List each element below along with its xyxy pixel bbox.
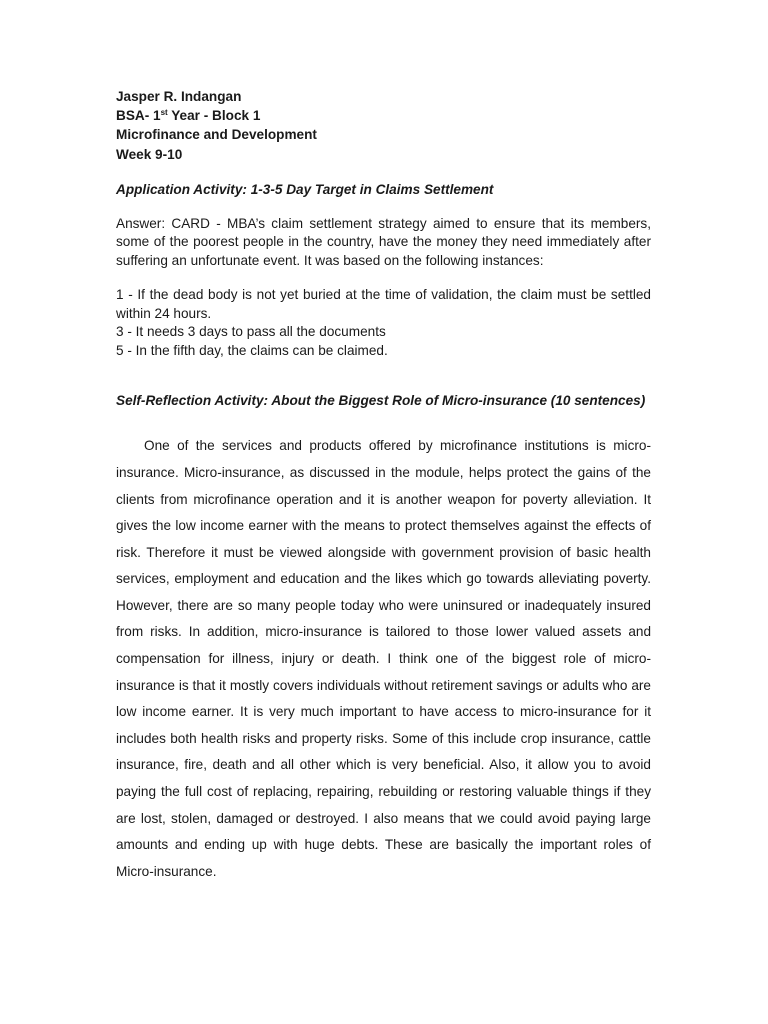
self-reflection-title: Self-Reflection Activity: About the Biggest Role of Micro-insurance (10 sentences) xyxy=(116,393,646,409)
course-year-block xyxy=(116,106,651,125)
application-answer: Answer: CARD - MBA’s claim settlement strategy aimed to ensure that its members, some of the poorest people in the country, have the money they need immediately after suffering an unfortunate event. It was based on the following instances: xyxy=(116,215,651,268)
course-suffix: Year - Block 1 xyxy=(167,108,261,124)
list-item: 1 - If the dead body is not yet buried at the time of validation, the claim must be settled within 24 hours. xyxy=(116,287,651,321)
list-item: 3 - It needs 3 days to pass all the documents xyxy=(116,324,386,340)
document-content xyxy=(116,87,651,885)
self-reflection-body: One of the services and products offered by microfinance institutions is micro-insurance. Micro-insurance, as discussed in the module, helps protect the gains of the clients from microfinance operation and it is another weapon for poverty alleviation. It gives the low income earner with the means to protect themselves against the effects of risk. Therefore it must be viewed alongside with government provision of basic health services, employment and education and the likes which go towards alleviating poverty. However, there are so many people today who were uninsured or inadequately insured from risks. In addition, micro-insurance is tailored to those lower valued assets and compensation for illness, injury or death. I think one of the biggest role of micro-insurance is that it mostly covers individuals without retirement savings or adults who are low income earner. It is very much important to have access to micro-insurance for it includes both health risks and property risks. Some of this include crop insurance, cattle insurance, fire, death and all other which is very beneficial. Also, it allow you to avoid paying the full cost of replacing, repairing, rebuilding or restoring valuable things if they are lost, stolen, damaged or destroyed. I also means that we could avoid paying large amounts and ending up with huge debts. These are basically the important roles of Micro-insurance. xyxy=(116,438,651,879)
document-header xyxy=(116,87,651,164)
course-ordinal-suffix: st xyxy=(160,108,168,118)
subject-title: Microfinance and Development xyxy=(116,127,317,143)
application-activity-title: Application Activity: 1-3-5 Day Target in Claims Settlement xyxy=(116,181,494,197)
application-instances-list xyxy=(116,286,651,360)
week-label: Week 9-10 xyxy=(116,146,183,162)
course-prefix: BSA- 1 xyxy=(116,108,161,124)
list-item: 5 - In the fifth day, the claims can be claimed. xyxy=(116,342,388,358)
student-name: Jasper R. Indangan xyxy=(116,89,242,104)
